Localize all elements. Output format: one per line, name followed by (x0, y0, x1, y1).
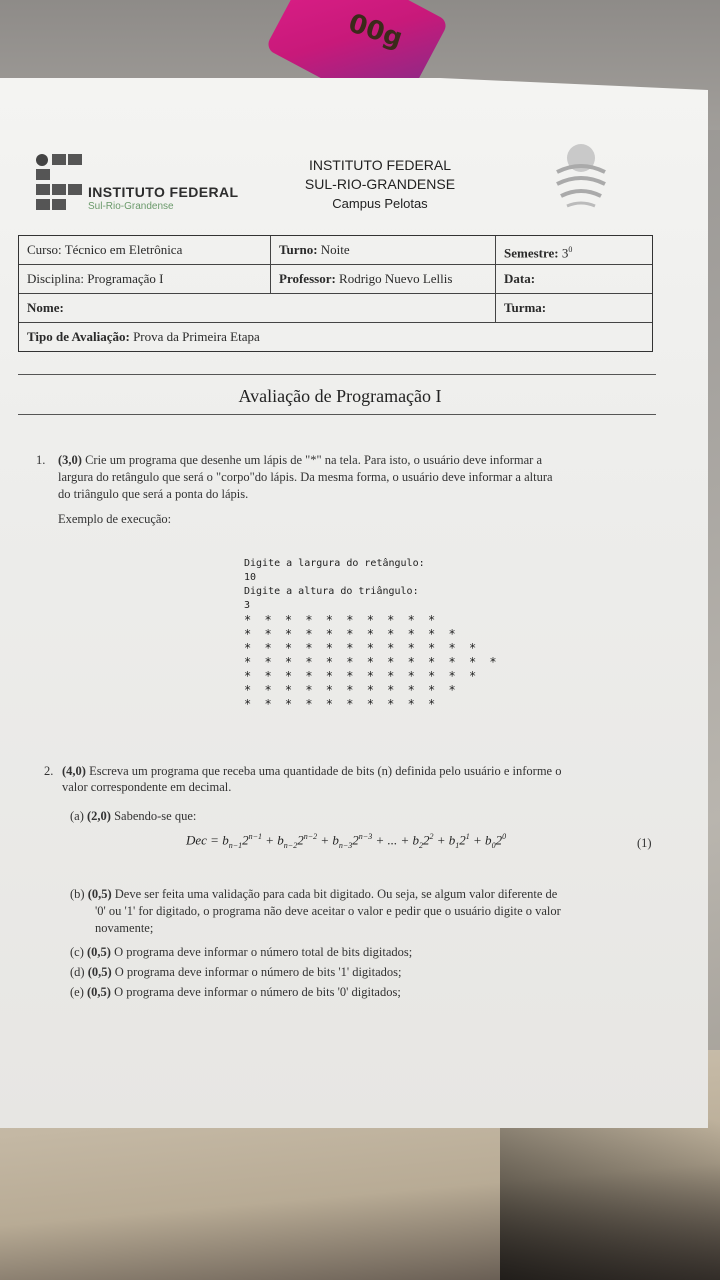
professor-cell (271, 265, 496, 293)
shift-value: Noite (320, 242, 350, 257)
equation-number: (1) (637, 836, 652, 850)
q2a-points: (2,0) (87, 809, 111, 823)
info-row-discipline (19, 265, 652, 294)
q2c-label: (c) (70, 945, 84, 959)
q1-line1 (58, 452, 658, 469)
course-value: Técnico em Eletrônica (64, 242, 183, 257)
professor-label: Professor: (279, 271, 336, 286)
pencil-row: * * * * * * * * * * * * (244, 669, 480, 683)
divider-bottom (18, 414, 656, 415)
pencil-row: * * * * * * * * * * (244, 613, 439, 627)
professor-value: Rodrigo Nuevo Lellis (339, 271, 453, 286)
shift-cell (271, 236, 496, 264)
q2e-text: O programa deve informar o número de bits '0' digitados; (114, 985, 401, 999)
course-cell (19, 236, 271, 264)
q1-number: 1. (36, 453, 46, 467)
class-label: Turma: (504, 300, 547, 315)
pencil-row: * * * * * * * * * * * (244, 683, 459, 697)
q1-text-line1: Crie um programa que desenhe um lápis de "*" na tela. Para isto, o usuário deve informar a (85, 453, 543, 467)
exam-info-table (18, 235, 653, 352)
type-label: Tipo de Avaliação: (27, 329, 130, 344)
exam-title: Avaliação de Programação I (238, 386, 442, 406)
q2-line1 (62, 763, 662, 780)
institution-line1: INSTITUTO FEDERAL (308, 157, 452, 173)
name-cell (19, 294, 496, 322)
pencil-row: * * * * * * * * * * * * * (244, 655, 500, 669)
input-width: 10 (244, 572, 257, 583)
semester-sup: 0 (568, 245, 573, 254)
q2a-text: Sabendo-se que: (114, 809, 197, 823)
q2e-label: (e) (70, 985, 84, 999)
semester-label: Semestre: (504, 245, 559, 261)
pencil-row: * * * * * * * * * * (244, 697, 439, 711)
q1-line3: do triângulo que será a ponta do lápis. (58, 487, 249, 501)
class-cell (496, 294, 652, 322)
q2-number: 2. (44, 764, 54, 778)
q2a (70, 808, 196, 825)
q2b-points: (0,5) (87, 887, 112, 901)
q1-points: (3,0) (58, 453, 82, 467)
q2c-text: O programa deve informar o número total de bits digitados; (114, 945, 413, 959)
prompt-width: Digite a largura do retângulo: (244, 558, 425, 569)
q2-points: (4,0) (62, 764, 86, 778)
q2d-points: (0,5) (87, 965, 112, 979)
date-label: Data: (504, 271, 536, 286)
q2b-text-line1: Deve ser feita uma validação para cada bit digitado. Ou seja, se algum valor diferente de (114, 887, 558, 901)
info-row-type (19, 323, 652, 351)
q2c (70, 944, 412, 961)
course-label: Curso: (27, 242, 62, 257)
q2c-points: (0,5) (87, 945, 111, 959)
q2b-label: (b) (70, 887, 85, 901)
q2-line2: valor correspondente em decimal. (62, 780, 232, 794)
name-label: Nome: (27, 300, 64, 315)
q2b-line2: '0' ou '1' for digitado, o programa não deve aceitar o valor e pedir que o usuário digite o valor (95, 904, 561, 918)
discipline-label: Disciplina: (27, 271, 85, 286)
q2d-label: (d) (70, 965, 85, 979)
type-value: Prova da Primeira Etapa (133, 329, 260, 344)
q2-text-line1: Escreva um programa que receba uma quantidade de bits (n) definida pelo usuário e informe o (89, 764, 562, 778)
semester-cell (496, 236, 652, 264)
if-logo-icon (36, 154, 86, 210)
prompt-height: Digite a altura do triângulo: (244, 586, 419, 597)
campus-emblem-icon (553, 142, 608, 212)
type-cell (19, 323, 652, 351)
shift-label: Turno: (279, 242, 318, 257)
info-row-course (19, 236, 652, 265)
pencil-row: * * * * * * * * * * * * (244, 641, 480, 655)
q2d-text: O programa deve informar o número de bits '1' digitados; (114, 965, 402, 979)
date-cell (496, 265, 652, 293)
logo-subtitle: Sul-Rio-Grandense (88, 201, 174, 212)
q1-example-label: Exemplo de execução: (58, 512, 172, 526)
pencil-row: * * * * * * * * * * * (244, 627, 459, 641)
terminal-output (244, 557, 425, 613)
q1-line2: largura do retângulo que será o "corpo"do lápis. Da mesma forma, o usuário deve informar a altura (58, 470, 553, 484)
semester-value: 3 (561, 245, 569, 261)
decimal-formula: Dec = $b_{n-1}2^{n-1} + b_{n-2}2^{n-2} + b_{n-3}2^{n-3}$ + ... + $b_22^2 + b_12^1 + b_02^0$ (186, 832, 507, 850)
divider-top (18, 374, 656, 375)
q2e (70, 984, 401, 1001)
q2d (70, 964, 402, 981)
institution-line3: Campus Pelotas (332, 196, 428, 211)
q2a-label: (a) (70, 809, 84, 823)
q2b-line1 (70, 886, 670, 903)
discipline-cell (19, 265, 271, 293)
institution-line2: SUL-RIO-GRANDENSE (304, 176, 456, 192)
q2b-line3: novamente; (95, 921, 154, 935)
wrapper-text: 00g (344, 8, 407, 54)
institution-header (270, 156, 490, 213)
discipline-value: Programação I (87, 271, 164, 286)
logo-name: INSTITUTO FEDERAL (88, 184, 239, 200)
info-row-name (19, 294, 652, 323)
q2e-points: (0,5) (87, 985, 111, 999)
input-height: 3 (244, 600, 251, 611)
